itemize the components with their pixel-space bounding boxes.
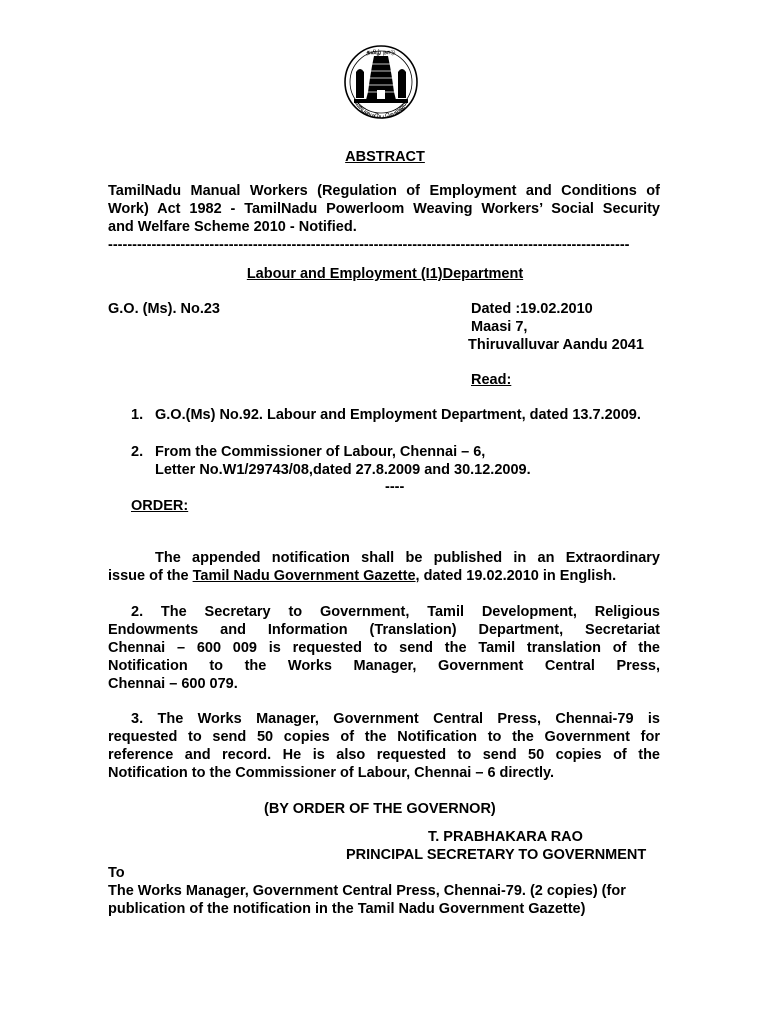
read-label: Read: [471, 372, 512, 388]
reference-number-2: 2. [131, 444, 144, 460]
para3-line-1: 3. The Works Manager, Government Central Press, Chennai-79 is [131, 711, 660, 727]
department-name: Labour and Employment (I1)Department [246, 266, 524, 282]
para2-line-4: Notification to the Works Manager, Government Central Press, [108, 658, 660, 674]
para3-line-4: Notification to the Commissioner of Labour, Chennai – 6 directly. [108, 765, 555, 781]
recipient-line-2: publication of the notification in the Tamil Nadu Government Gazette) [108, 901, 586, 917]
para1-post: dated 19.02.2010 in English. [419, 568, 617, 584]
tamil-month: Maasi 7, [471, 319, 528, 335]
subject-line-1: TamilNadu Manual Workers (Regulation of Employment and Conditions of [108, 183, 660, 199]
separator-line: ------------------------------------------------------------------------------------------------------------ [108, 237, 630, 253]
tamil-year: Thiruvalluvar Aandu 2041 [468, 337, 644, 353]
recipient-line-1: The Works Manager, Government Central Press, Chennai-79. (2 copies) (for [108, 883, 626, 899]
order-label: ORDER: [131, 498, 189, 514]
abstract-heading: ABSTRACT [345, 149, 425, 165]
para2-line-2: Endowments and Information (Translation) Department, Secretariat [108, 622, 660, 638]
para3-line-3: reference and record. He is also requested to send 50 copies of the [108, 747, 660, 763]
para2-line-5: Chennai – 600 079. [108, 676, 238, 692]
small-separator: ---- [385, 479, 405, 495]
signatory-name: T. PRABHAKARA RAO [428, 829, 583, 845]
subject-line-3: and Welfare Scheme 2010 - Notified. [108, 219, 357, 235]
reference-text-2-line-2: Letter No.W1/29743/08,dated 27.8.2009 and 30.12.2009. [155, 462, 531, 478]
reference-number-1: 1. [131, 407, 144, 423]
para2-line-1: 2. The Secretary to Government, Tamil Development, Religious [131, 604, 660, 620]
department-heading [0, 265, 770, 283]
para1-line-1: The appended notification shall be published in an Extraordinary [155, 550, 660, 566]
para1-pre: issue of the [108, 568, 193, 584]
subject-line-2: Work) Act 1982 - TamilNadu Powerloom Weaving Workers’ Social Security [108, 201, 660, 217]
dated: Dated :19.02.2010 [471, 301, 593, 317]
gazette-name: Tamil Nadu Government Gazette, [192, 568, 420, 584]
reference-text-1: G.O.(Ms) No.92. Labour and Employment Department, dated 13.7.2009. [155, 407, 641, 423]
go-number: G.O. (Ms). No.23 [108, 301, 220, 317]
by-order-line: (BY ORDER OF THE GOVERNOR) [264, 801, 496, 817]
svg-text:தமிழ் நாடு: தமிழ் நாடு [366, 49, 396, 56]
para2-line-3: Chennai – 600 009 is requested to send the Tamil translation of the [108, 640, 660, 656]
signatory-title: PRINCIPAL SECRETARY TO GOVERNMENT [346, 847, 647, 863]
reference-text-2: From the Commissioner of Labour, Chennai – 6, [155, 444, 486, 460]
emblem-seal-text: வாய்மையே வெல்லும் [353, 99, 409, 121]
para1-line-2 [108, 567, 616, 585]
para3-line-2: requested to send 50 copies of the Notification to the Government for [108, 729, 660, 745]
tamil-nadu-government-emblem-icon [340, 42, 422, 130]
to-label: To [108, 865, 125, 881]
